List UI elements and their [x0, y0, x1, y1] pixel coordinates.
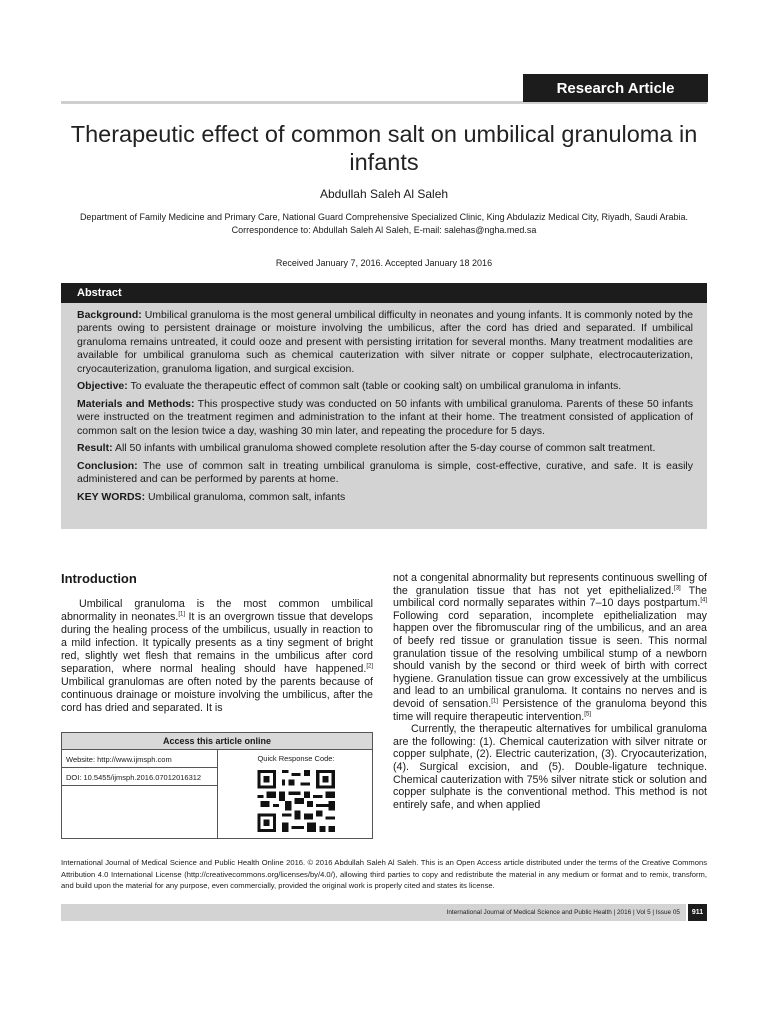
citation[interactable]: [1]	[491, 698, 498, 705]
citation[interactable]: [4]	[700, 597, 707, 604]
citation[interactable]: [5]	[584, 710, 591, 717]
received-dates: Received January 7, 2016. Accepted January 18 2016	[275, 258, 493, 268]
access-info	[62, 750, 218, 838]
citation[interactable]: [3]	[674, 585, 681, 592]
access-article-box	[61, 732, 373, 839]
right-column	[393, 572, 707, 811]
website-link[interactable]: Website: http://www.ijmsph.com	[62, 750, 217, 768]
citation[interactable]: [2]	[366, 663, 373, 670]
doi-link[interactable]: DOI: 10.5455/ijmsph.2016.07012016312	[62, 768, 217, 786]
abstract-conclusion: Conclusion: The use of common salt in treating umbilical granuloma is simple, cost-effective, curative, and safe. It is easily administered and can be performed by parents at home.	[77, 459, 693, 486]
correspondence: Correspondence to: Abdullah Saleh Al Saleh, E-mail: salehas@ngha.med.sa	[231, 224, 537, 235]
license-note: International Journal of Medical Science and Public Health Online 2016. © 2016 Abdullah Saleh Al Saleh. This is an Open Access article distributed under the terms of the Creative Commons Attribution 4.0 International License (http://creativecommons.org/licenses/by/4.0/), allowing third parties to copy and redistribute the material in any medium or format and to remix, transform, and build upon the material for any purpose, even commercially, provided the original work is properly cited and states its license.	[61, 858, 707, 890]
qr-label: Quick Response Code:	[257, 754, 335, 763]
abstract-methods: Materials and Methods: This prospective study was conducted on 50 infants with umbilical granuloma. Parents of these 50 infants were instructed on the treatment regimen and administration to the infant at their home. The treatment consisted of application of common salt on the lesion twice a day, washing 30 min later, and repeating the procedure for 5 days.	[77, 397, 693, 437]
abstract-background: Background: Umbilical granuloma is the most general umbilical difficulty in neonates and young infants. It is commonly noted by the parents owing to persistent drainage or moisture involving the umbilicus, after the cord has dried and separated. If umbilical granuloma remains untreated, it could ooze and present with persisting irritation for several months. Many treatment modalities are available for umbilical granuloma such as chemical cauterization with silver nitrate or copper sulphate, electrocauterization, cryocauterization, granuloma ligation, and surgical excision.	[77, 309, 694, 375]
citation[interactable]: [1]	[178, 611, 186, 618]
affiliation: Department of Family Medicine and Primary Care, National Guard Comprehensive Specialized Clinic, King Abdulaziz Medical City, Riyadh, Saudi Arabia.	[79, 212, 689, 222]
intro-paragraph: Umbilical granuloma is the most common umbilical abnormality in neonates.[1] It is an overgrown tissue that develops during the healing process of the umbilicus, usually in reaction to a mild infection. It typically presents as a tiny segment of bright red, slightly wet flesh that remains in the umbilicus after cord separation, where normal healing should have happened.[2] Umbilical granulomas are often noted by the parents because of continuous drainage or moisture involving the umbilicus, after the cord has dried and separated. It is	[61, 598, 373, 714]
article-title: Therapeutic effect of common salt on umbilical granuloma in infants	[70, 121, 698, 175]
affiliation-block	[61, 211, 707, 236]
abstract-result: Result: All 50 infants with umbilical granuloma showed complete resolution after the 5-day course of common salt treatment.	[77, 442, 656, 455]
qr-section	[219, 750, 373, 838]
right-paragraph-2: Currently, the therapeutic alternatives for umbilical granuloma are the following: (1). Chemical cauterization with silver nitrate or copper sulphate, (2). Electric cauterization, (3). Cryocauterization, (4). Surgical excision, and (5). Double-ligature technique. Chemical cauterization with 75% silver nitrate stick or solution and copper sulphate is the conventional method. This method is not entirely safe, and when applied	[393, 723, 707, 811]
abstract-keywords: KEY WORDS: Umbilical granuloma, common salt, infants	[77, 490, 346, 503]
right-paragraph-1: not a congenital abnormality but represents continuous swelling of the granulation tissue that has not yet epithelialized.[3] The umbilical cord normally separates within 7–10 days postpartum.[4] Following cord separation, incomplete epithelialization may happen over the fibromuscular ring of the umbilicus, and an area of beefy red tissue or granulation tissue is seen. This normal granulation tissue of the resolving umbilical stump of a newborn should vanish by the second or third week of birth with correct hygiene. Granulation tissue can grow excessively at the umbilicus and lead to an umbilical granuloma. It contains no nerves and is devoid of sensation.[1] Persistence of the granuloma beyond this time will require therapeutic intervention.[5]	[393, 572, 707, 723]
qr-code-icon[interactable]	[257, 770, 335, 832]
left-column	[61, 571, 373, 715]
abstract-body	[61, 303, 707, 529]
access-heading: Access this article online	[62, 733, 372, 750]
introduction-heading: Introduction	[61, 571, 137, 586]
article-type-badge: Research Article	[523, 74, 708, 102]
footer-journal: International Journal of Medical Science and Public Health | 2016 | Vol 5 | Issue 05	[61, 904, 686, 921]
author-name: Abdullah Saleh Al Saleh	[319, 187, 449, 201]
abstract-heading: Abstract	[61, 283, 707, 303]
abstract-objective: Objective: To evaluate the therapeutic effect of common salt (table or cooking salt) on umbilical granuloma in infants.	[77, 380, 622, 393]
page-number: 911	[688, 904, 707, 921]
